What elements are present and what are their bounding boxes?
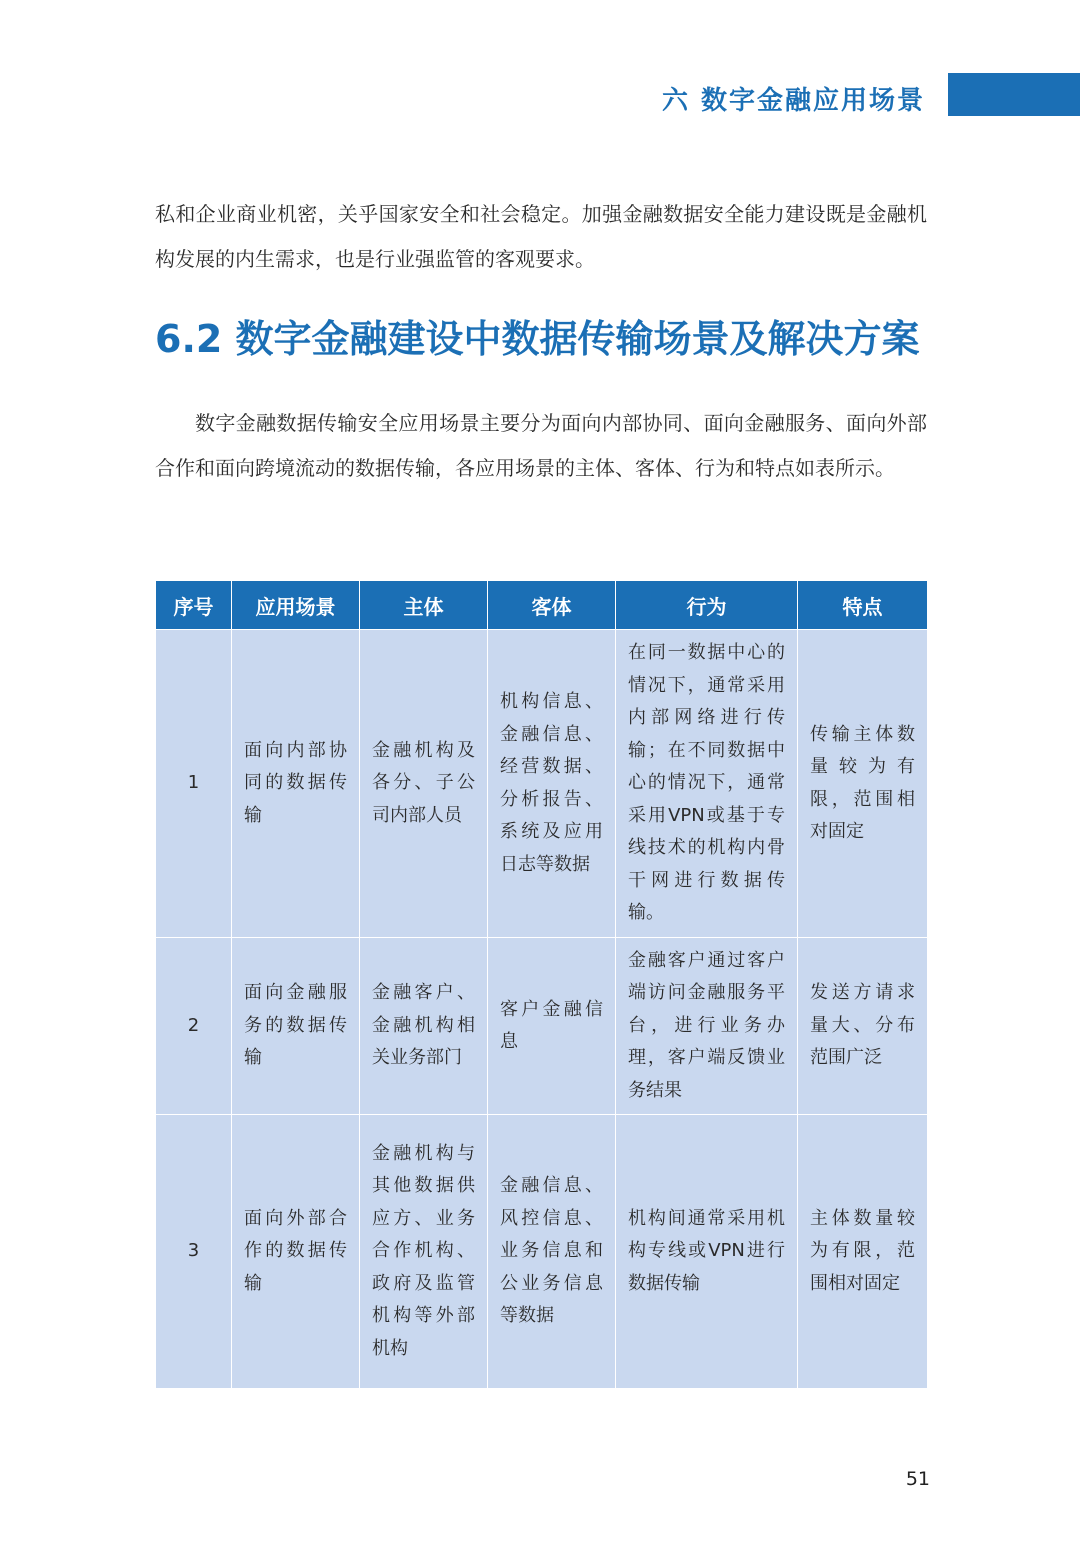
table-header-row <box>156 581 928 630</box>
table-row <box>156 1115 928 1389</box>
feature-cell: 发送方请求量大、分布范围广泛 <box>798 938 928 1115</box>
subject-cell: 金融机构及各分、子公司内部人员 <box>360 630 488 938</box>
section-intro-paragraph: 数字金融数据传输安全应用场景主要分为面向内部协同、面向金融服务、面向外部合作和面向跨境流动的数据传输，各应用场景的主体、客体、行为和特点如表所示。 <box>155 411 927 480</box>
scene-cell: 面向外部合作的数据传输 <box>232 1115 360 1389</box>
behavior-cell: 机构间通常采用机构专线或VPN进行数据传输 <box>616 1115 798 1389</box>
table-row <box>156 938 928 1115</box>
scene-cell: 面向内部协同的数据传输 <box>232 630 360 938</box>
object-cell: 客户金融信息 <box>488 938 616 1115</box>
row-number: 3 <box>156 1115 232 1389</box>
header-cell-behavior: 行为 <box>616 581 798 630</box>
behavior-cell: 在同一数据中心的情况下，通常采用内部网络进行传输；在不同数据中心的情况下，通常采用VPN或基于专线技术的机构内骨干网进行数据传输。 <box>616 630 798 938</box>
page-number: 51 <box>905 1468 930 1490</box>
header-cell-subject: 主体 <box>360 581 488 630</box>
behavior-cell: 金融客户通过客户端访问金融服务平台，进行业务办理，客户端反馈业务结果 <box>616 938 798 1115</box>
object-cell: 金融信息、风控信息、业务信息和公业务信息等数据 <box>488 1115 616 1389</box>
header-cell-feature: 特点 <box>798 581 928 630</box>
header-cell-no: 序号 <box>156 581 232 630</box>
subject-cell: 金融客户、金融机构相关业务部门 <box>360 938 488 1115</box>
object-cell: 机构信息、金融信息、经营数据、分析报告、系统及应用日志等数据 <box>488 630 616 938</box>
scenario-table <box>155 580 928 1389</box>
intro-paragraph: 私和企业商业机密，关乎国家安全和社会稳定。加强金融数据安全能力建设既是金融机构发展的内生需求，也是行业强监管的客观要求。 <box>155 202 927 271</box>
feature-cell: 主体数量较为有限，范围相对固定 <box>798 1115 928 1389</box>
section-title: 6.2 数字金融建设中数据传输场景及解决方案 <box>155 317 920 361</box>
header-cell-object: 客体 <box>488 581 616 630</box>
row-number: 1 <box>156 630 232 938</box>
subject-cell: 金融机构与其他数据供应方、业务合作机构、政府及监管机构等外部机构 <box>360 1115 488 1389</box>
row-number: 2 <box>156 938 232 1115</box>
feature-cell: 传输主体数量较为有限，范围相对固定 <box>798 630 928 938</box>
scene-cell: 面向金融服务的数据传输 <box>232 938 360 1115</box>
header-accent-bar <box>948 73 1080 116</box>
chapter-title: 六 数字金融应用场景 <box>661 86 925 116</box>
table-row <box>156 630 928 938</box>
header-cell-scene: 应用场景 <box>232 581 360 630</box>
